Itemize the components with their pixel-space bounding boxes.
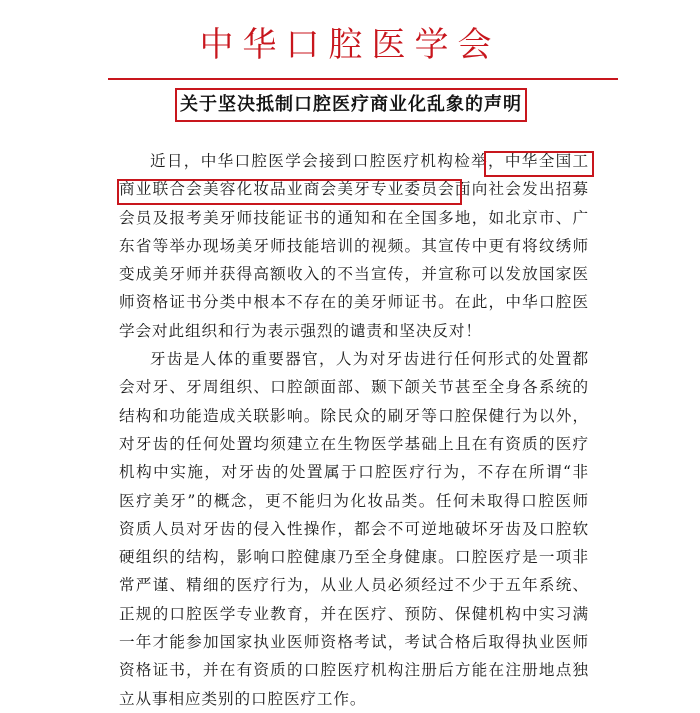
issuer-header: 中华口腔医学会 [199,25,501,65]
header-divider [108,78,618,80]
highlighted-organization: 中华全国工商业联合会美容化妆品业商会美牙专业委员会 [119,152,589,199]
paragraph-1-lead: 近日，中华口腔医学会接到口腔医疗机构检举， [150,152,505,170]
document-body [119,147,589,713]
organization-highlight-box-line2 [117,179,462,205]
paragraph-2: 牙齿是人体的重要器官，人为对牙齿进行任何形式的处置都会对牙、牙周组织、口腔颌面部、颞下颌关节甚至全身各系统的结构和功能造成关联影响。除民众的刷牙等口腔保健行为以外，对牙齿的任何处置均须建立在生物医学基础上且在有资质的医疗机构中实施，对牙齿的处置属于口腔医疗行为，不存在所谓“非医疗美牙”的概念，更不能归为化妆品类。任何未取得口腔医师资质人员对牙齿的侵入性操作，都会不可逆地破坏牙齿及口腔软硬组织的结构，影响口腔健康乃至全身健康。口腔医疗是一项非常严谨、精细的医疗行为，从业人员必须经过不少于五年系统、正规的口腔医学专业教育，并在医疗、预防、保健机构中实习满一年才能参加国家执业医师资格考试，考试合格后取得执业医师资格证书，并在有资质的口腔医疗机构注册后方能在注册地点独立从事相应类别的口腔医疗工作。 [119,350,589,708]
paragraph-1-rest: 面向社会发出招募会员及报考美牙师技能证书的通知和在全国多地，如北京市、广东省等举办现场美牙师技能培训的视频。其宣传中更有将纹绣师变成美牙师并获得高额收入的不当宣传，并宣称可以发放国家医师资格证书分类中根本不存在的美牙师证书。在此，中华口腔医学会对此组织和行为表示强烈的谴责和坚决反对！ [119,180,589,340]
document-title: 关于坚决抵制口腔医疗商业化乱象的声明 [180,94,522,115]
organization-highlight-box-line1 [484,151,594,177]
